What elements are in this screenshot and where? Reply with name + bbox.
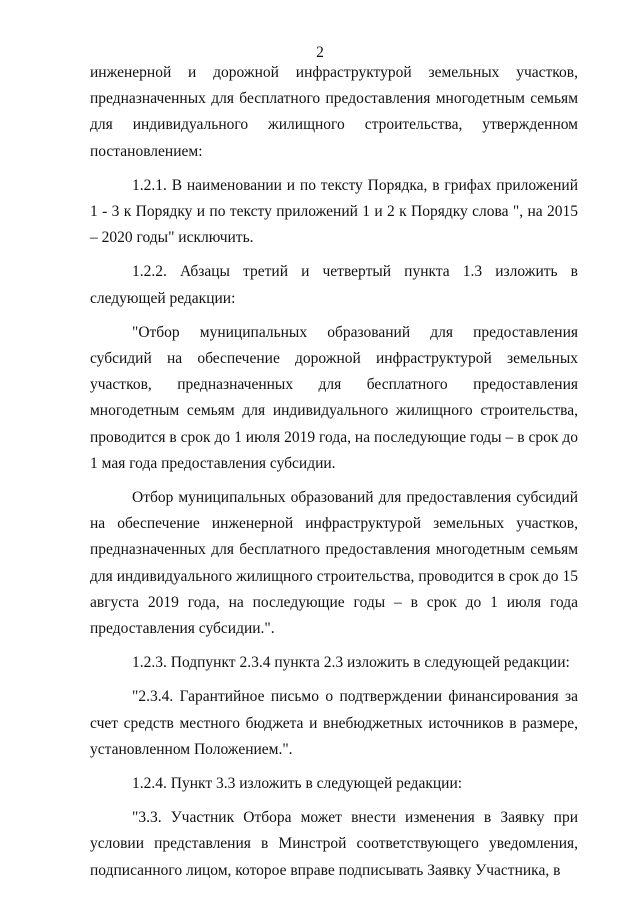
document-body [90,60,578,884]
paragraph: 1.2.3. Подпункт 2.3.4 пункта 2.3 изложить в следующей редакции: [132,654,570,672]
paragraph-continued: "3.3. Участник Отбора может внести изменения в Заявку при условии представления в Минстрой соответствующего уведомления, подписанного лицом, которое вправе подписывать Заявку Участника, в [90,809,578,879]
page-number: 2 [316,44,324,61]
paragraph: 1.2.4. Пункт 3.3 изложить в следующей редакции: [132,775,463,793]
paragraph: 1.2.2. Абзацы третий и четвертый пункта 1.3 изложить в следующей редакции: [90,263,578,307]
paragraph: 1.2.1. В наименовании и по тексту Порядка, в грифах приложений 1 - 3 к Порядку и по тексту приложений 1 и 2 к Порядку слова ", на 2015 – 2020 годы" исключить. [90,176,578,247]
paragraph: "Отбор муниципальных образований для предоставления субсидий на обеспечение дорожной инфраструктурой земельных участков, предназначенных для бесплатного предоставления многодетным семьям для индивидуального жилищного строительства, проводится в срок до 1 июля 2019 года, на последующие годы – в срок до 1 мая года предоставления субсидии. [90,323,578,472]
paragraph: Отбор муниципальных образований для предоставления субсидий на обеспечение инженерной инфраструктурой земельных участков, предназначенных для бесплатного предоставления многодетным семьям для индивидуального жилищного строительства, проводится в срок до 15 августа 2019 года, на последующие годы – в срок до 1 июля года предоставления субсидии.". [90,489,578,638]
paragraph: "2.3.4. Гарантийное письмо о подтверждении финансирования за счет средств местного бюджета и внебюджетных источников в размере, установленном Положением.". [90,688,578,758]
paragraph: инженерной и дорожной инфраструктурой земельных участков, предназначенных для бесплатного предоставления многодетным семьям для индивидуального жилищного строительства, утвержденном постановлением: [90,64,578,160]
